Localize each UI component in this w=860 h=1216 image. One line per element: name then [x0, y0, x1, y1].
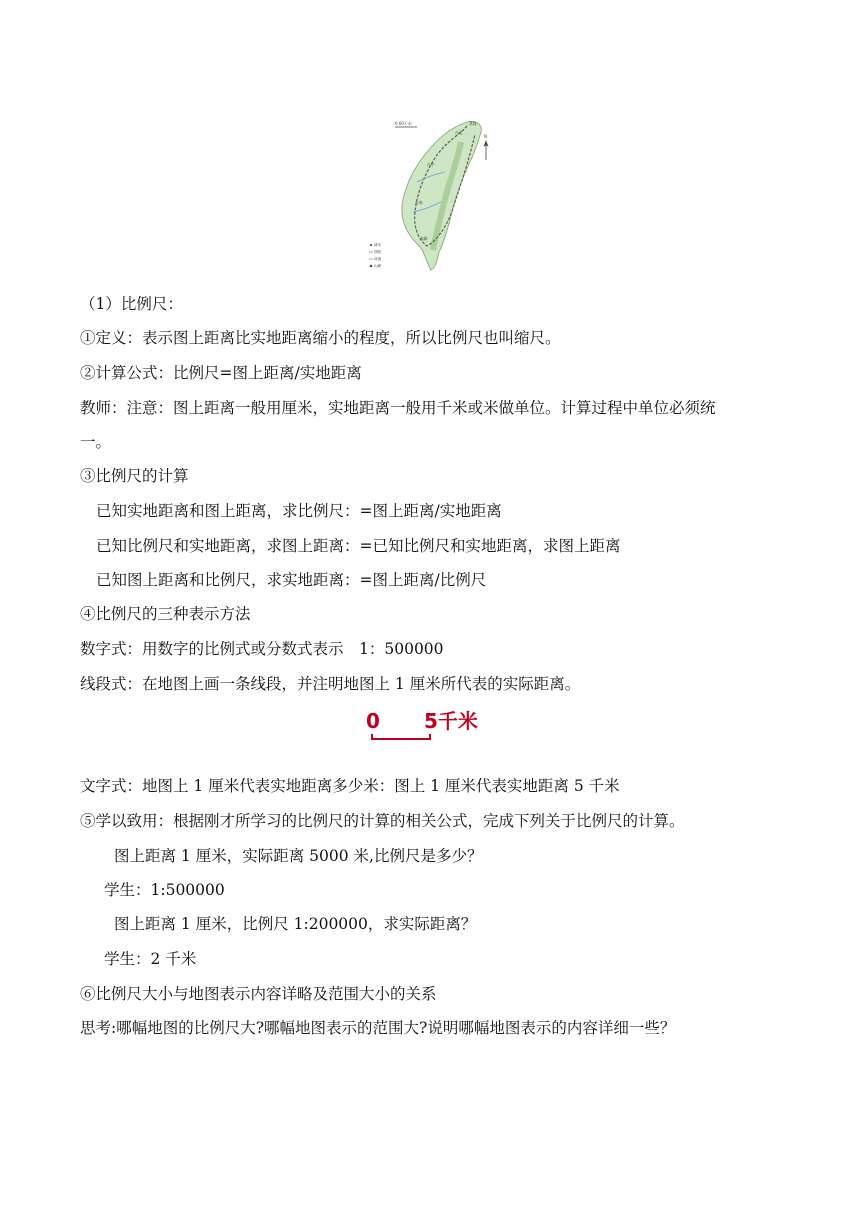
map-label: 高雄 [420, 236, 428, 241]
calc-title: ③比例尺的计算 [80, 467, 189, 485]
formula: ②计算公式：比例尺=图上距离/实地距离 [80, 364, 362, 382]
map-label: 台南 [415, 200, 423, 205]
definition: ①定义：表示图上距离比实地距离缩小的程度，所以比例尺也叫缩尺。 [80, 329, 561, 347]
map-scale-label: 0 60千米 [395, 121, 412, 126]
methods-title: ④比例尺的三种表示方法 [80, 605, 251, 623]
scale-bar [362, 708, 482, 744]
map-label: 台中 [427, 162, 435, 167]
svg-text:铁路: 铁路 [374, 250, 381, 254]
answer-2: 学生：2 千米 [104, 950, 197, 968]
line-form: 线段式：在地图上画一条线段，并注明地图上 1 厘米所代表的实际距离。 [80, 675, 581, 693]
calc-item: 已知实地距离和图上距离，求比例尺：=图上距离/实地距离 [96, 502, 502, 520]
island-map [365, 112, 500, 272]
teacher-note-line2: 一。 [80, 433, 112, 451]
question-2: 图上距离 1 厘米，比例尺 1:200000，求实际距离？ [114, 915, 477, 933]
apply-title: ⑤学以致用：根据刚才所学习的比例尺的计算的相关公式，完成下列关于比例尺的计算。 [80, 812, 685, 830]
svg-text:河流: 河流 [374, 257, 381, 261]
scale-bar-zero: 0 [366, 709, 380, 733]
island-shape [402, 121, 481, 270]
svg-text:山峰: 山峰 [374, 264, 381, 268]
map-label: 台北 [455, 130, 463, 135]
calc-item: 已知比例尺和实地距离，求图上距离：=已知比例尺和实地距离，求图上距离 [96, 537, 621, 555]
answer-1: 学生：1:500000 [104, 881, 225, 899]
teacher-note-line1: 教师：注意：图上距离一般用厘米，实地距离一般用千米或米做单位。计算过程中单位必须统 [80, 399, 716, 417]
question-1: 图上距离 1 厘米，实际距离 5000 米,比例尺是多少？ [114, 847, 483, 865]
scale-bar-end: 5千米 [424, 709, 478, 733]
north-arrow-icon [484, 134, 489, 160]
map-label: 基隆 [469, 121, 477, 126]
think-question: 思考:哪幅地图的比例尺大?哪幅地图表示的范围大?说明哪幅地图表示的内容详细一些？ [80, 1019, 676, 1037]
text-form: 文字式：地图上 1 厘米代表实地距离多少米：图上 1 厘米代表实地距离 5 千米 [80, 777, 620, 795]
calc-item: 已知图上距离和比例尺，求实地距离：=图上距离/比例尺 [96, 571, 487, 589]
relation-title: ⑥比例尺大小与地图表示内容详略及范围大小的关系 [80, 985, 437, 1003]
svg-text:N: N [484, 134, 487, 139]
section-title: （1）比例尺： [80, 295, 183, 313]
numeric-form: 数字式：用数字的比例式或分数式表示 1：500000 [80, 640, 444, 658]
svg-text:城市: 城市 [374, 243, 381, 247]
map-legend [369, 242, 382, 268]
